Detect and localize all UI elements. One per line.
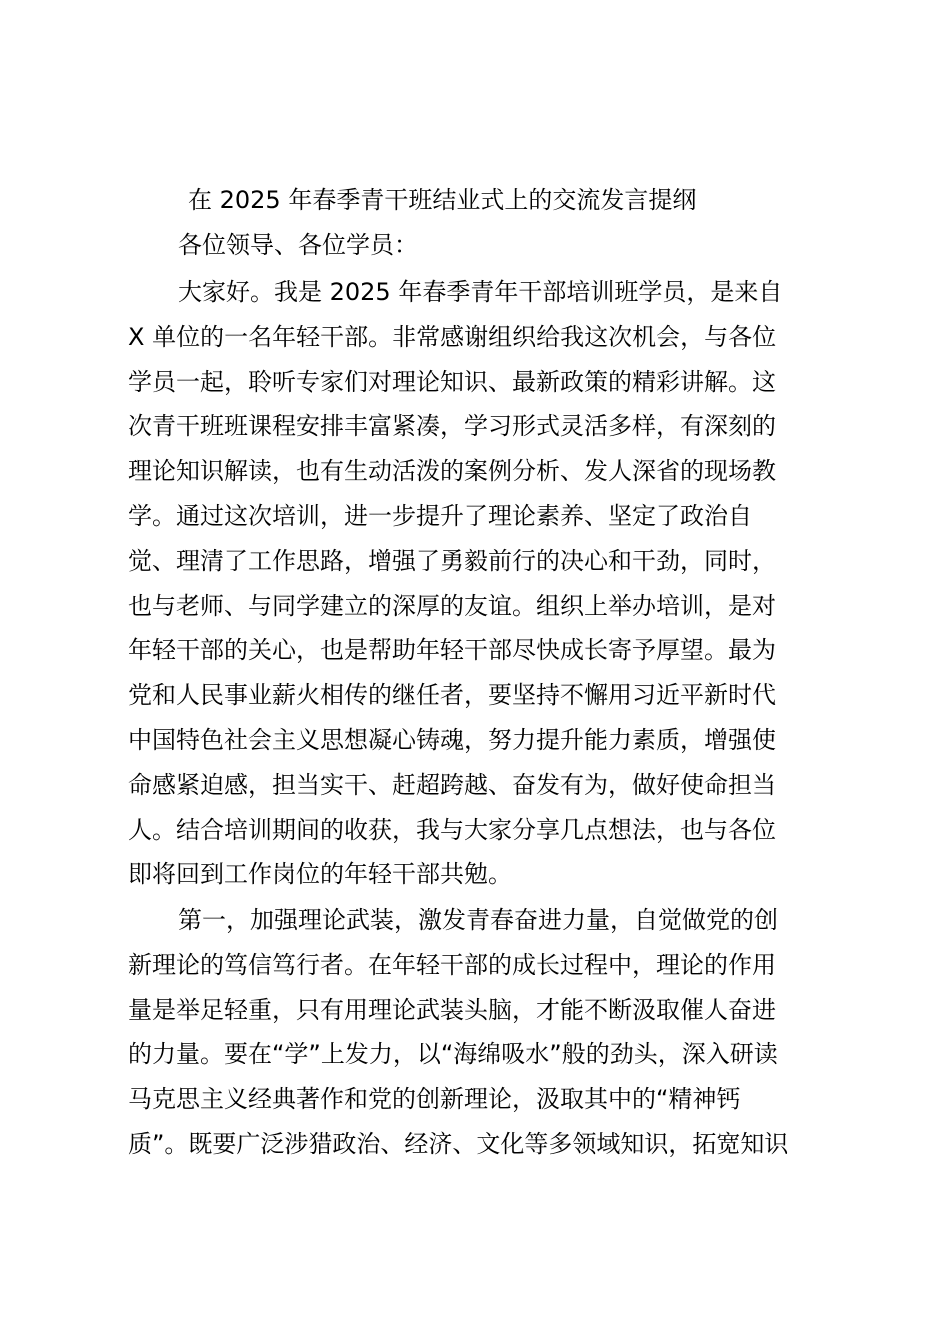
paragraph-line: 中国特色社会主义思想凝心铸魂，努力提升能力素质，增强使 (128, 725, 776, 754)
paragraph-line: 理论知识解读，也有生动活泼的案例分析、发人深省的现场教 (128, 457, 776, 486)
paragraph-line: 新理论的笃信笃行者。在年轻干部的成长过程中，理论的作用 (128, 950, 776, 979)
paragraph-line: 党和人民事业薪火相传的继任者，要坚持不懈用习近平新时代 (128, 681, 776, 710)
paragraph-greeting (128, 270, 828, 897)
paragraph-line: 质”。既要广泛涉猎政治、经济、文化等多领域知识，拓宽知识 (128, 1129, 789, 1158)
paragraph-line: 的力量。要在“学”上发力，以“海绵吸水”般的劲头，深入研读 (128, 1040, 778, 1069)
paragraph-line: 学。通过这次培训，进一步提升了理论素养、坚定了政治自 (128, 501, 752, 530)
paragraph-line: 第一，加强理论武装，激发青春奋进力量，自觉做党的创 (178, 906, 778, 934)
paragraph-line: 即将回到工作岗位的年轻干部共勉。 (128, 860, 512, 889)
paragraph-first-point (128, 898, 828, 1167)
paragraph-line: 命感紧迫感，担当实干、赶超跨越、奋发有为，做好使命担当 (128, 770, 776, 799)
paragraph-line: X 单位的一名年轻干部。非常感谢组织给我这次机会，与各位 (128, 322, 777, 351)
paragraph-line: 人。结合培训期间的收获，我与大家分享几点想法，也与各位 (128, 815, 776, 844)
paragraph-line: 大家好。我是 2025 年春季青年干部培训班学员，是来自 (178, 278, 783, 306)
paragraph-line: 也与老师、与同学建立的深厚的友谊。组织上举办培训，是对 (128, 591, 776, 620)
salutation: 各位领导、各位学员： (178, 231, 418, 259)
paragraph-line: 觉、理清了工作思路，增强了勇毅前行的决心和干劲，同时， (128, 546, 776, 575)
paragraph-line: 马克思主义经典著作和党的创新理论，汲取其中的“精神钙 (128, 1085, 741, 1114)
paragraph-line: 次青干班班课程安排丰富紧凑，学习形式灵活多样，有深刻的 (128, 412, 776, 441)
document-title: 在 2025 年春季青干班结业式上的交流发言提纲 (188, 186, 697, 214)
paragraph-line: 学员一起，聆听专家们对理论知识、最新政策的精彩讲解。这 (128, 367, 776, 396)
paragraph-line: 量是举足轻重，只有用理论武装头脑，才能不断汲取催人奋进 (128, 995, 776, 1024)
paragraph-line: 年轻干部的关心，也是帮助年轻干部尽快成长寄予厚望。最为 (128, 636, 776, 665)
